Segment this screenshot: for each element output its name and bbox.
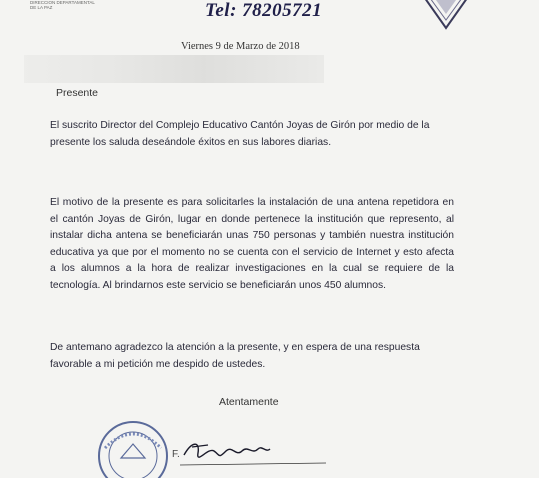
letterhead-phone: Tel: 78205721: [205, 0, 323, 21]
institution-logo-icon: [418, 0, 474, 32]
paragraph-request: El motivo de la presente es para solicitarles la instalación de una antena repetidora en el cantón Joyas de Girón, lugar en donde pertenece la institución que represento, al instalar dicha antena se beneficiarán unas 750 personas y también nuestra institución educativa ya que por el momento no se cuenta con el servicio de Internet y esto afecta a los alumnos a la hora de realizar investigaciones en la cual se requiere de la tecnología. Al brindarnos este servicio se beneficiarán unos 450 alumnos.: [50, 197, 454, 291]
letter-date: Viernes 9 de Marzo de 2018: [181, 41, 300, 52]
handwritten-signature-icon: [178, 437, 328, 470]
signature-label: F.: [172, 449, 180, 460]
letterhead-line-1: DIRECCION DEPARTAMENTAL: [30, 0, 95, 5]
letterhead-small-text: [30, 0, 95, 10]
paragraph-farewell: De antemano agradezco la atención a la presente, y en espera de una respuesta favorable a mi petición me despido de ustedes.: [50, 342, 420, 370]
ministry-seal-icon: [95, 418, 171, 478]
paragraph-intro: El suscrito Director del Complejo Educativo Cantón Joyas de Girón por medio de la presente los saluda deseándole éxitos en sus labores diarias.: [50, 120, 430, 148]
redacted-recipient: [24, 55, 324, 83]
greeting: Presente: [56, 87, 99, 99]
letterhead-line-2: DE LA PAZ: [30, 5, 53, 10]
closing: Atentamente: [219, 396, 279, 408]
